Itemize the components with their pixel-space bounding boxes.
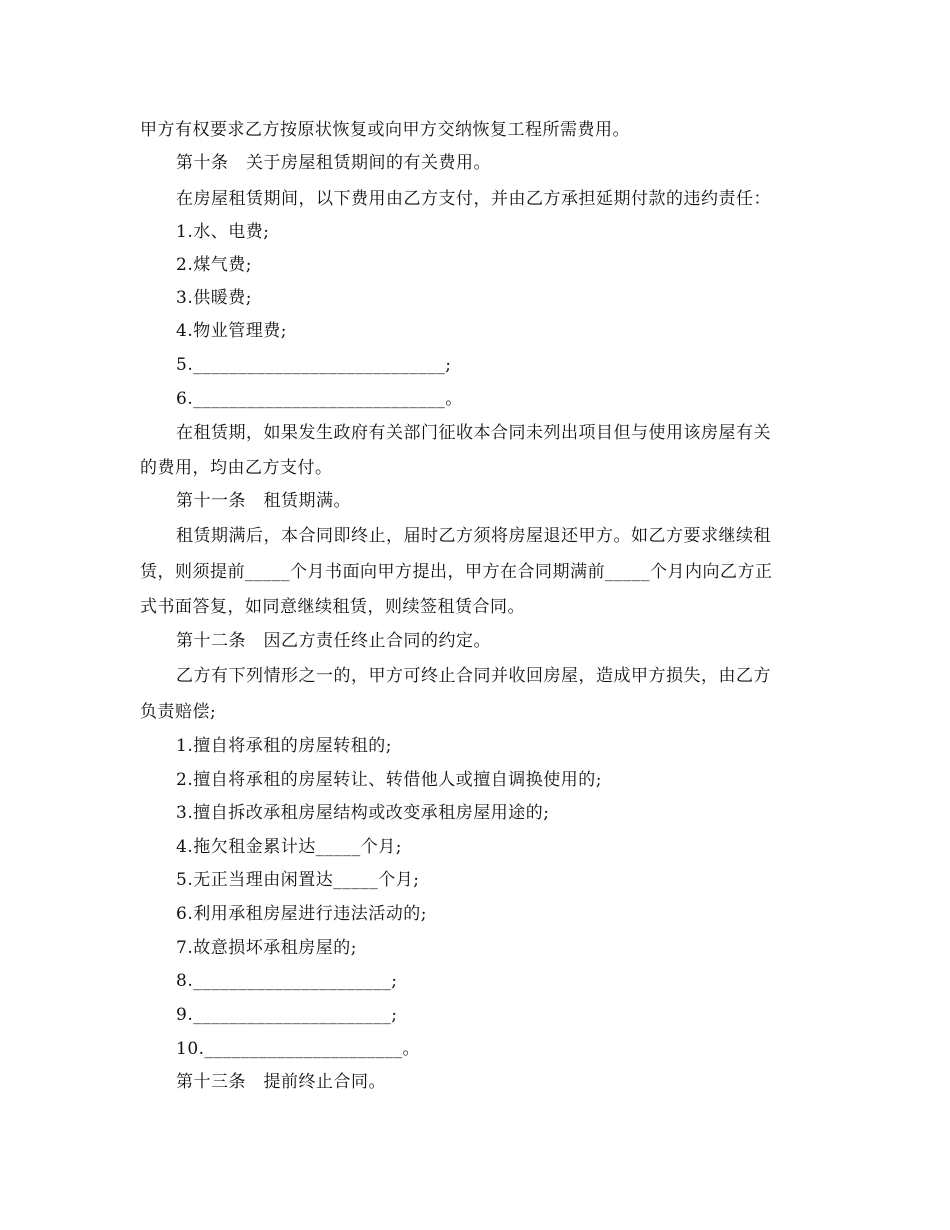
section-heading-13: 第十三条 提前终止合同。 [176,1072,386,1092]
list-item: 3.供暖费; [176,288,252,308]
list-item: 4.拖欠租金累计达_____个月; [176,837,402,857]
list-item: 5.无正当理由闲置达_____个月; [176,870,420,890]
list-item: 2.煤气费; [176,255,252,275]
list-item-blank: 10.______________________。 [176,1039,421,1059]
text-line: 式书面答复，如同意继续租赁，则续签租赁合同。 [140,597,525,617]
section-heading-10: 第十条 关于房屋租赁期间的有关费用。 [176,153,491,173]
list-item-blank: 8.______________________; [176,971,398,991]
list-item: 6.利用承租房屋进行违法活动的; [176,904,427,924]
list-item-blank: 9.______________________; [176,1005,398,1025]
list-item: 1.擅自将承租的房屋转租的; [176,736,392,756]
text-line: 赁，则须提前_____个月书面向甲方提出，甲方在合同期满前_____个月内向乙方正 [140,562,773,582]
list-item: 4.物业管理费; [176,321,287,341]
list-item-blank: 6.____________________________。 [176,389,463,409]
text-line: 在房屋租赁期间，以下费用由乙方支付，并由乙方承担延期付款的违约责任： [176,189,771,209]
text-line: 负责赔偿; [140,702,217,722]
text-line: 的费用，均由乙方支付。 [140,458,333,478]
text-line: 租赁期满后，本合同即终止，届时乙方须将房屋退还甲方。如乙方要求继续租 [176,526,771,546]
list-item-blank: 5.____________________________; [176,355,452,375]
text-line: 甲方有权要求乙方按原状恢复或向甲方交纳恢复工程所需费用。 [140,120,630,140]
text-line: 乙方有下列情形之一的，甲方可终止合同并收回房屋，造成甲方损失，由乙方 [176,666,771,686]
list-item: 7.故意损坏承租房屋的; [176,938,357,958]
list-item: 1.水、电费; [176,222,270,242]
list-item: 2.擅自将承租的房屋转让、转借他人或擅自调换使用的; [176,770,602,790]
section-heading-11: 第十一条 租赁期满。 [176,491,351,511]
section-heading-12: 第十二条 因乙方责任终止合同的约定。 [176,631,491,651]
list-item: 3.擅自拆改承租房屋结构或改变承租房屋用途的; [176,803,550,823]
text-line: 在租赁期，如果发生政府有关部门征收本合同未列出项目但与使用该房屋有关 [176,423,771,443]
